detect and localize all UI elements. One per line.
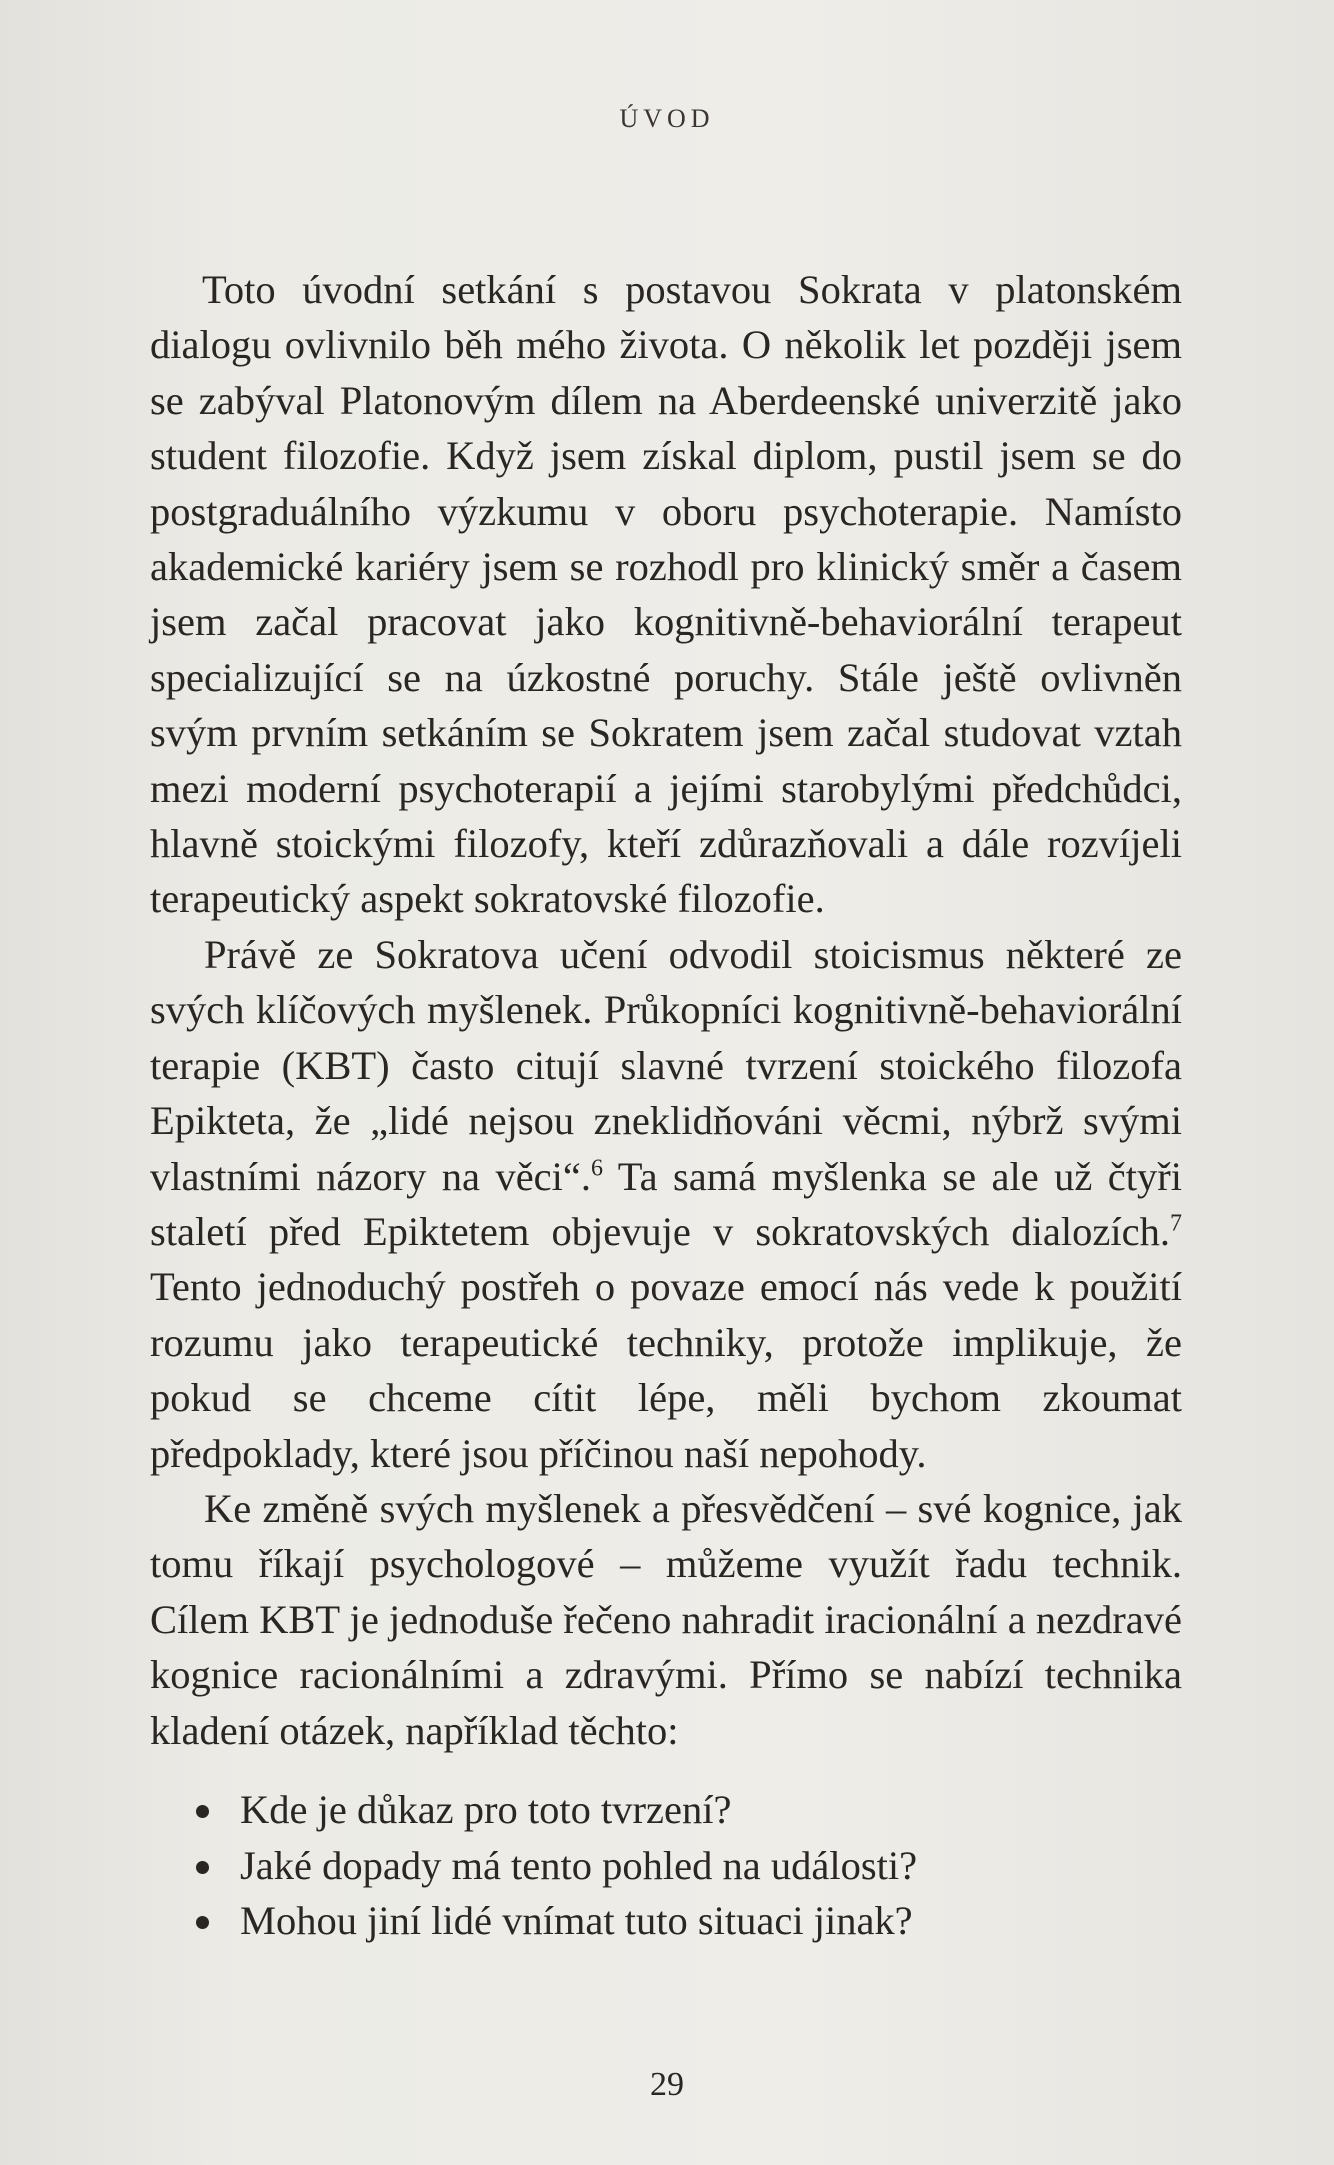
bullet-icon xyxy=(196,1861,209,1874)
paragraph-2-part-c: Tento jednoduchý postřeh o povaze emocí nás vede k použití rozumu jako terapeutické techniky, protože implikuje, že pokud se chceme cítit lépe, měli bychom zkoumat předpoklady, které jsou příčinou naší nepohody. xyxy=(150,1264,1182,1476)
list-item xyxy=(192,1838,917,1894)
paragraph-3: Ke změně svých myšlenek a přesvědčení – své kognice, jak tomu říkají psychologové – můžeme využít řadu technik. Cílem KBT je jednoduše řečeno nahradit iracionální a nezdravé kognice racionálními a zdravými. Přímo se nabízí technika kladení otázek, například těchto: xyxy=(150,1485,1182,1753)
list-item xyxy=(192,1782,917,1838)
bullet-icon xyxy=(196,1916,209,1929)
list-item xyxy=(192,1893,917,1949)
running-head: ÚVOD xyxy=(619,104,715,133)
paragraph-2-part-a: Právě ze Sokratova učení odvodil stoicismus některé ze svých klíčových myšlenek. Průkopníci kognitivně-behaviorální terapie (KBT) často citují slavné tvrzení stoického filozofa Epikteta, že „lidé nejsou zneklidňováni věcmi, nýbrž svými vlastními názory na věci“. xyxy=(150,931,1182,1199)
paragraph-1: Toto úvodní setkání s postavou Sokrata v platonském dialogu ovlivnilo běh mého života. O několik let později jsem se zabýval Platonovým dílem na Aberdeenské univerzitě jako student filozofie. Když jsem získal diplom, pustil jsem se do postgraduálního výzkumu v oboru psychoterapie. Namísto akademické kariéry jsem se rozhodl pro klinický směr a časem jsem začal pracovat jako kognitivně-behaviorální terapeut specializující se na úzkostné poruchy. Stále ještě ovlivněn svým prvním setkáním se Sokratem jsem začal studovat vztah mezi moderní psychoterapií a jejími starobylými předchůdci, hlavně stoickými filozofy, kteří zdůrazňovali a dále rozvíjeli terapeutický aspekt sokratovské filozofie. xyxy=(150,267,1182,922)
paragraph-2-part-b: Ta samá myšlenka se ale už čtyři staletí před Epiktetem objevuje v sokratovských dialozích. xyxy=(150,1153,1182,1254)
list-item-text: Jaké dopady má tento pohled na události? xyxy=(240,1842,918,1888)
page-number: 29 xyxy=(650,2066,684,2103)
body-text xyxy=(150,262,1182,1758)
footnote-ref-7[interactable]: 7 xyxy=(1170,1210,1182,1237)
list-item-text: Kde je důkaz pro toto tvrzení? xyxy=(240,1787,732,1832)
bullet-icon xyxy=(196,1805,209,1818)
question-list xyxy=(192,1782,917,1949)
paragraph-2 xyxy=(150,927,1182,1481)
list-item-text: Mohou jiní lidé vnímat tuto situaci jinak? xyxy=(240,1898,913,1943)
footnote-ref-6[interactable]: 6 xyxy=(591,1155,604,1181)
